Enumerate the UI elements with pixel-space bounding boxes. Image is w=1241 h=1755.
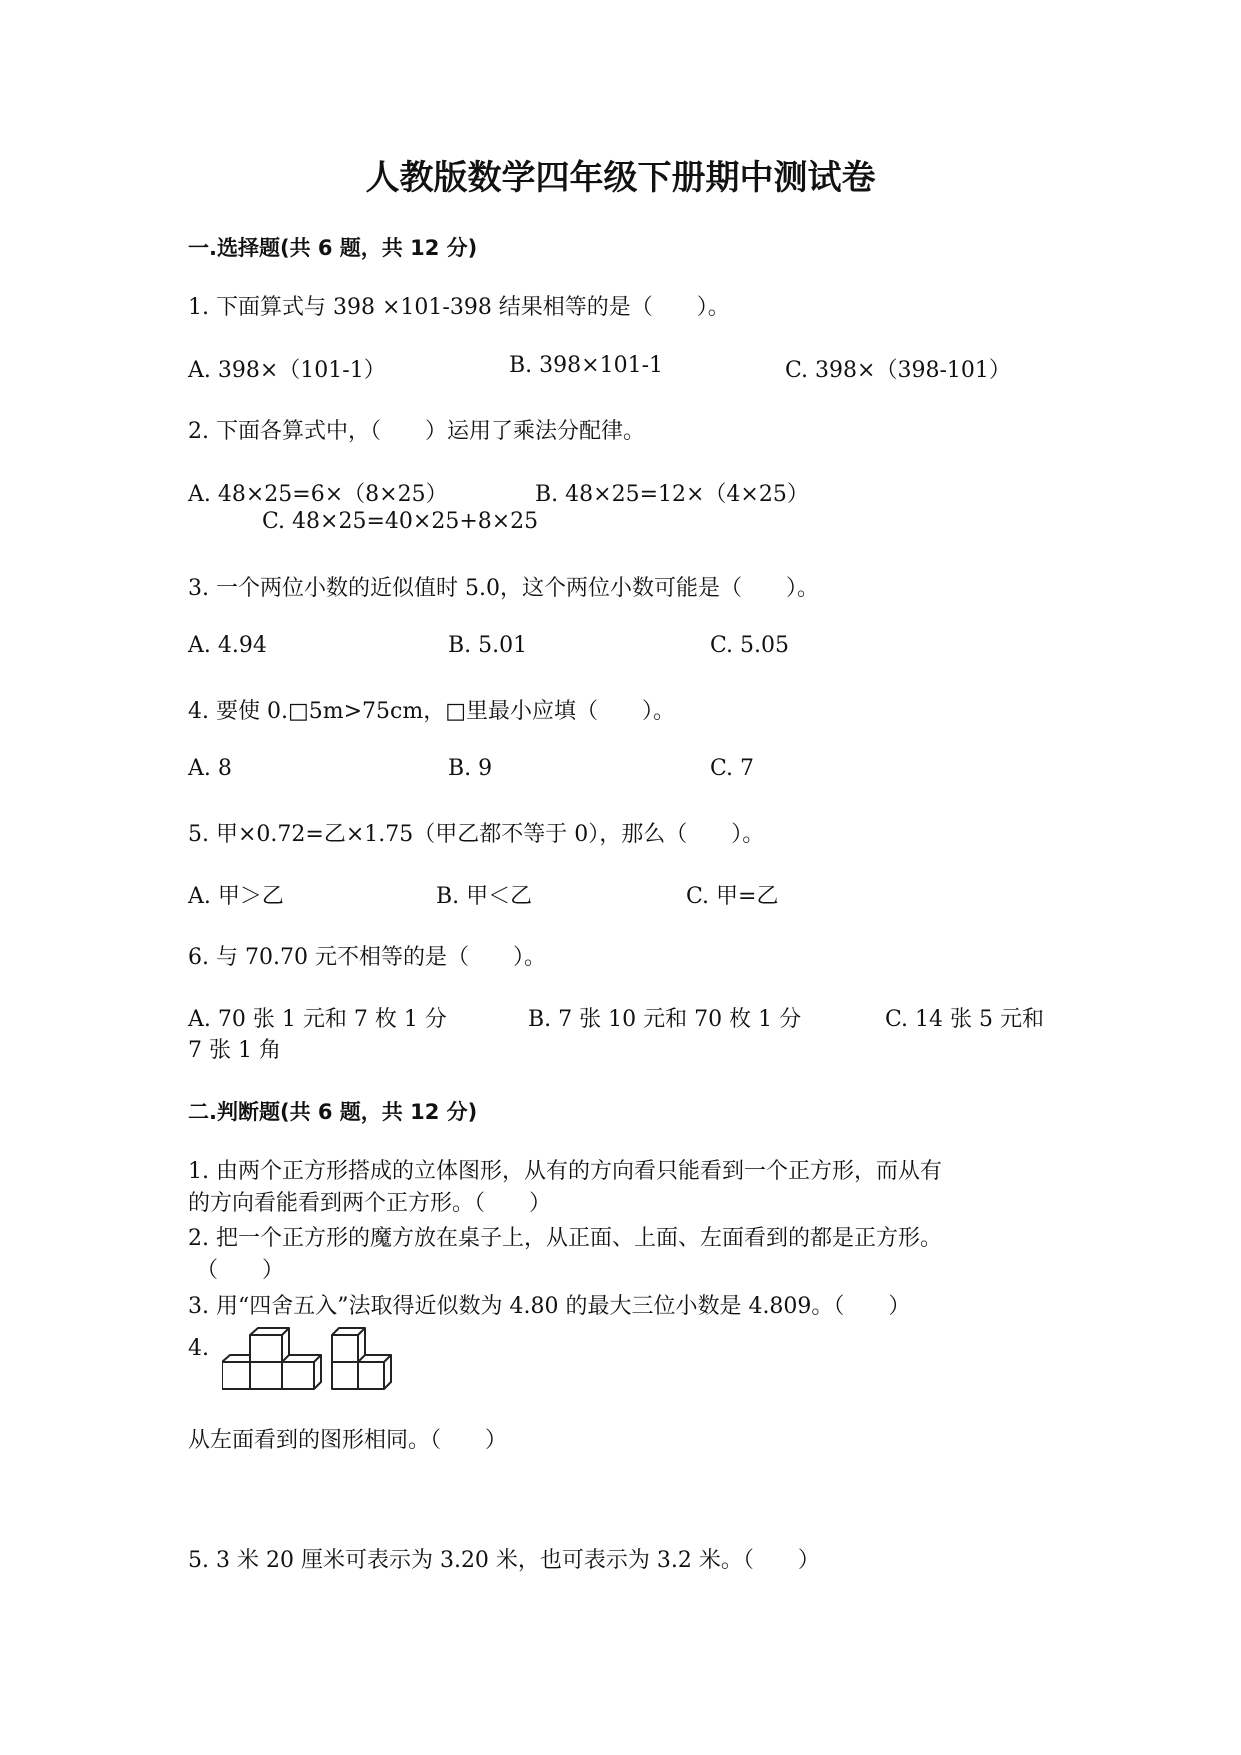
judge-1-line1: 1. 由两个正方形搭成的立体图形，从有的方向看只能看到一个正方形，而从有 bbox=[188, 1159, 942, 1184]
option-5a: A. 甲＞乙 bbox=[188, 884, 284, 909]
option-5b: B. 甲＜乙 bbox=[436, 884, 533, 909]
cube-right-top bbox=[332, 1328, 365, 1362]
question-1: 1. 下面算式与 398 ×101-398 结果相等的是（ ）。 bbox=[188, 295, 730, 320]
question-3: 3. 一个两位小数的近似值时 5.0，这个两位小数可能是（ ）。 bbox=[188, 576, 819, 601]
option-6b: B. 7 张 10 元和 70 枚 1 分 bbox=[528, 1007, 802, 1032]
option-3a: A. 4.94 bbox=[188, 633, 267, 658]
option-3c: C. 5.05 bbox=[710, 633, 790, 658]
option-5c: C. 甲=乙 bbox=[686, 884, 779, 909]
option-4c: C. 7 bbox=[710, 756, 755, 781]
section-heading-judgement: 二.判断题(共 6 题，共 12 分) bbox=[188, 1100, 478, 1124]
cube-views-figure bbox=[222, 1325, 400, 1401]
option-2b: B. 48×25=12×（4×25） bbox=[535, 482, 809, 507]
page-title: 人教版数学四年级下册期中测试卷 bbox=[365, 158, 876, 198]
option-2c: C. 48×25=40×25+8×25 bbox=[262, 509, 539, 534]
judge-5: 5. 3 米 20 厘米可表示为 3.20 米，也可表示为 3.2 米。（ ） bbox=[188, 1548, 820, 1573]
section-heading-choice: 一.选择题(共 6 题，共 12 分) bbox=[188, 236, 478, 260]
option-4b: B. 9 bbox=[448, 756, 493, 781]
option-1c: C. 398×（398-101） bbox=[785, 358, 1011, 383]
option-6a: A. 70 张 1 元和 7 枚 1 分 bbox=[188, 1007, 447, 1032]
option-6c: C. 14 张 5 元和 bbox=[885, 1007, 1045, 1032]
judge-1-line2: 的方向看能看到两个正方形。（ ） bbox=[188, 1191, 552, 1216]
judge-2-line2: （ ） bbox=[196, 1258, 285, 1283]
judge-4-caption: 从左面看到的图形相同。（ ） bbox=[188, 1428, 508, 1453]
cube-right-bottom-row bbox=[332, 1355, 391, 1389]
option-3b: B. 5.01 bbox=[448, 633, 528, 658]
question-2: 2. 下面各算式中，（ ）运用了乘法分配律。 bbox=[188, 419, 645, 444]
judge-3: 3. 用“四舍五入”法取得近似数为 4.80 的最大三位小数是 4.809。（ ） bbox=[188, 1294, 911, 1319]
question-5: 5. 甲×0.72=乙×1.75（甲乙都不等于 0），那么（ ）。 bbox=[188, 822, 765, 847]
option-1a: A. 398×（101-1） bbox=[188, 358, 386, 383]
option-2a: A. 48×25=6×（8×25） bbox=[188, 482, 448, 507]
option-4a: A. 8 bbox=[188, 756, 232, 781]
cube-left-top bbox=[250, 1328, 289, 1362]
cube-left-bottom-row bbox=[222, 1355, 321, 1389]
judge-4-number: 4. bbox=[188, 1336, 209, 1361]
option-1b: B. 398×101-1 bbox=[509, 353, 663, 378]
question-4: 4. 要使 0.□5m>75cm，□里最小应填（ ）。 bbox=[188, 699, 676, 724]
question-6: 6. 与 70.70 元不相等的是（ ）。 bbox=[188, 945, 546, 970]
option-6c-continuation: 7 张 1 角 bbox=[188, 1038, 281, 1063]
judge-2-line1: 2. 把一个正方形的魔方放在桌子上，从正面、上面、左面看到的都是正方形。 bbox=[188, 1226, 942, 1251]
